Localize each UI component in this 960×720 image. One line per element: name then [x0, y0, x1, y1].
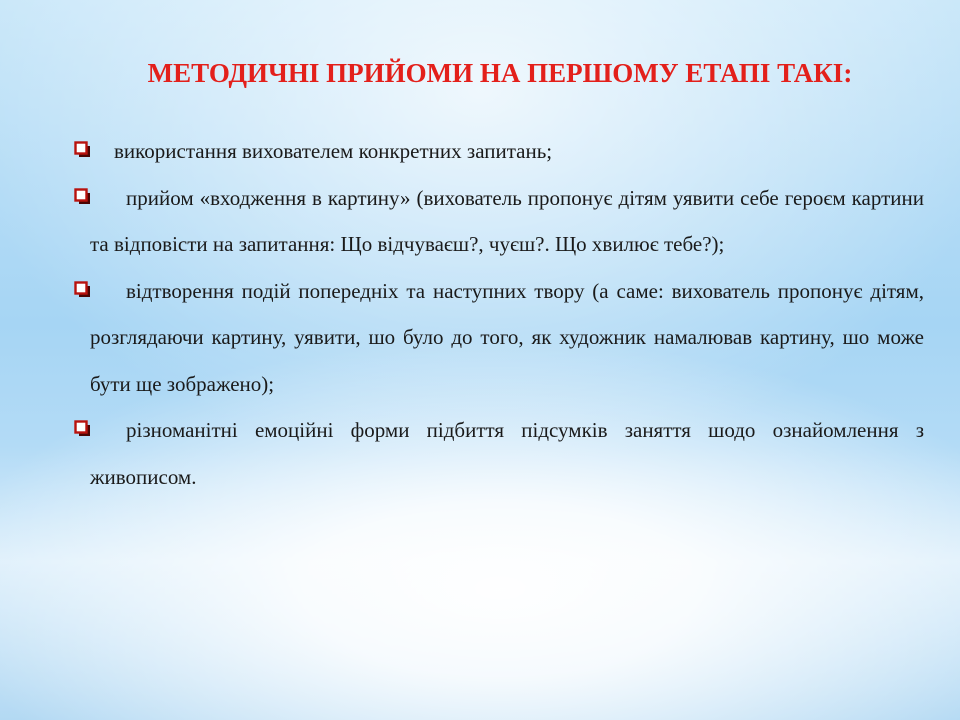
bullet-text: різноманітні емоційні форми підбиття підсумків заняття шодо ознайомлення з живописом. [90, 418, 924, 489]
bullet-text: використання вихователем конкретних запитань; [114, 139, 553, 163]
checkbox-square-icon [74, 281, 91, 298]
bullet-list [72, 128, 924, 500]
bullet-text: відтворення подій попередніх та наступних твору (а саме: вихователь пропонує дітям, розглядаючи картину, уявити, шо було до того, як художник намалював картину, шо може бути ще зображено); [90, 278, 924, 396]
bullet-text: прийом «входження в картину» (вихователь пропонує дітям уявити себе героєм картини та відповісти на запитання: Що відчуваєш?, чуєш?. Що хвилює тебе?); [90, 185, 924, 256]
checkbox-square-icon [74, 141, 91, 158]
checkbox-square-icon [74, 188, 91, 205]
bullet-item [72, 128, 924, 175]
bullet-item [72, 407, 924, 500]
slide-title: МЕТОДИЧНІ ПРИЙОМИ НА ПЕРШОМУ ЕТАПІ ТАКІ: [147, 58, 853, 88]
bullet-item [72, 268, 924, 408]
checkbox-square-icon [74, 420, 91, 437]
bullet-item [72, 175, 924, 268]
